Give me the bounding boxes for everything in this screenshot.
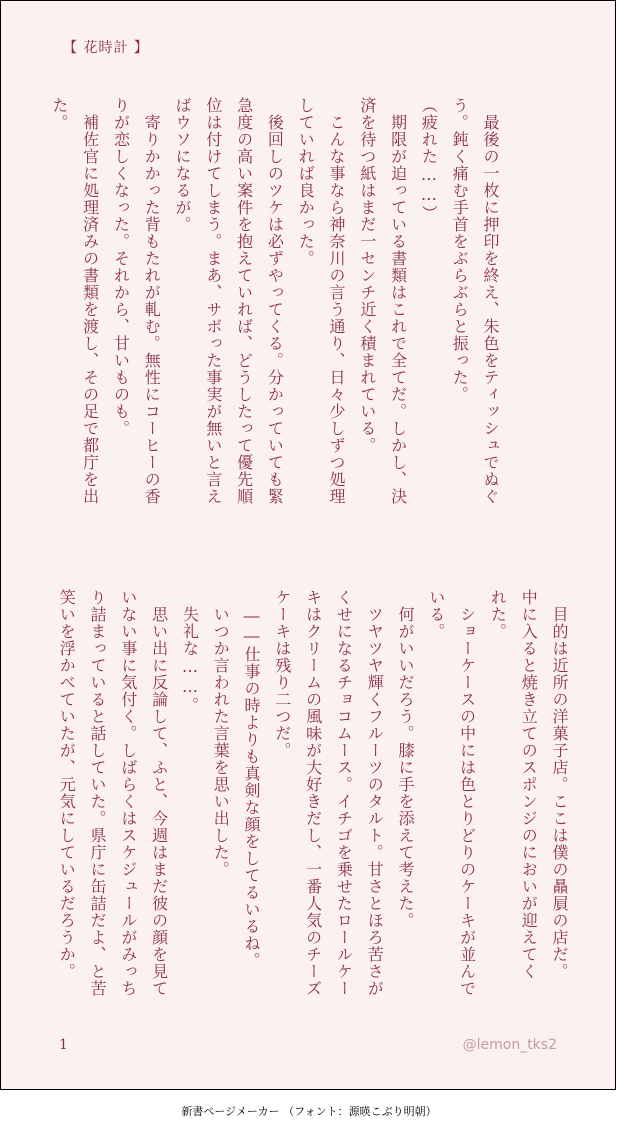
body-text-lower: 目的は近所の洋菓子店。ここは僕の贔屓の店だ。 中に入ると焼き立てのスポンジのにおいが迎えてく れた。 ショーケースの中には色とりどりのケーキが並んで いる。 何がいいだろう。膝に手を添えて考えた。 ツヤツヤ輝くフルーツのタルト。甘さとほろ苦さが くせになるチョコムース。イチゴを乗せたロールケー キはクリームの風味が大好きだし、一番人気のチーズ ケーキは残り二つだ。 ――仕事の時よりも真剣な顔をしてるいるね。 いつか言われた言葉を思い出した。 失礼な……。 思い出に反論して、ふと、今週はまだ彼の顔を見て いない事に気付く。しばらくはスケジュールがみっち り詰まっていると話していた。県庁に缶詰だよ、と苦 笑いを浮かべていたが、元気にしているだろうか。 [57, 589, 569, 997]
body-text-upper: 最後の一枚に押印を終え、朱色をティッシュでぬぐ う。鈍く痛む手首をぶらぶらと振った。 （疲れた……） 期限が迫っている書類はこれで全てだ。しかし、決 済を待つ紙はまだ一センチ近く積まれている。 こんな事なら神奈川の言う通り、日々少しずつ処理 していれば良かった。 後回しのツケは必ずやってくる。分かっていても緊 急度の高い案件を抱えていれば、どうしたって優先順 位は付けてしまう。まあ、サボった事実が無いと言え ばウソになるが。 寄りかかった背もたれが軋む。無性にコーヒーの香 りが恋しくなった。それから、甘いものも。 補佐官に処理済みの書類を渡し、その足で都庁を出 た。 [49, 97, 500, 505]
page-title: 【 花時計 】 [63, 40, 149, 56]
generator-credit: 新書ページメーカー （フォント：源暎こぶり明朝） [181, 1105, 437, 1118]
page-number: 1 [59, 1037, 68, 1053]
author-handle: @lemon_tks2 [462, 1037, 557, 1053]
